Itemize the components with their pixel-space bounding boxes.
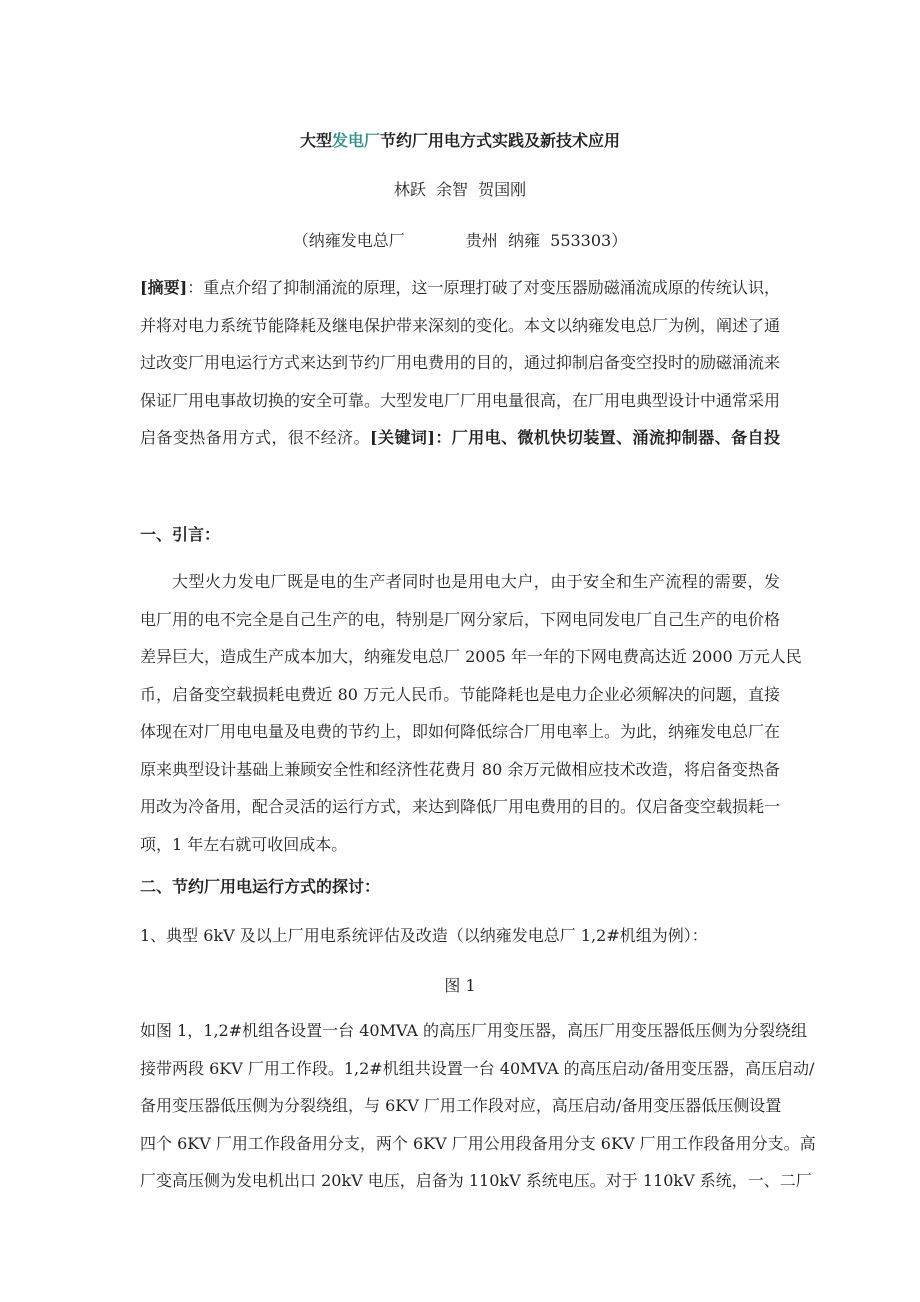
section1-paragraph xyxy=(140,572,802,872)
paragraph-line: 四个 6KV 厂用工作段备用分支，两个 6KV 厂用公用段备用分支 6KV 厂用工作段备用分支。高 xyxy=(140,1133,816,1153)
paragraph-line: 用改为冷备用，配合灵活的运行方式，来达到降低厂用电费用的目的。仅启备变空载损耗一 xyxy=(140,797,781,816)
paragraph-line: 原来典型设计基础上兼顾安全性和经济性花费月 80 余万元做相应技术改造，将启备变热备 xyxy=(140,759,780,779)
abstract-line: ：重点介绍了抑制涌流的原理，这一原理打破了对变压器励磁涌流成原的传统认识， xyxy=(187,278,780,297)
title-accent: 发电厂 xyxy=(331,131,380,150)
paragraph-line: 币，启备变空载损耗电费近 80 万元人民币。节能降耗也是电力企业必须解决的问题，直接 xyxy=(140,684,780,704)
paragraph-line: 如图 1，1,2#机组各设置一台 40MVA 的高压厂用变压器，高压厂用变压器低压侧为分裂绕组 xyxy=(140,1021,808,1040)
title-pre: 大型 xyxy=(299,131,332,150)
abstract xyxy=(140,278,780,466)
paragraph-line: 厂变高压侧为发电机出口 20kV 电压，启备为 110kV 系统电压。对于 110kV 系统，一、二厂 xyxy=(140,1171,812,1190)
authors: 林跃 余智 贺国刚 xyxy=(393,180,527,199)
abstract-line: 过改变厂用电运行方式来达到节约厂用电费用的目的，通过抑制启备变空投时的励磁涌流来 xyxy=(140,353,781,372)
paragraph-line: 体现在对厂用电电量及电费的节约上，即如何降低综合厂用电率上。为此，纳雍发电总厂在 xyxy=(140,722,781,741)
paragraph-line: 接带两段 6KV 厂用工作段。1,2#机组共设置一台 40MVA 的高压启动/备用变压器，高压启动/ xyxy=(140,1058,815,1078)
abstract-line: 保证厂用电事故切换的安全可靠。大型发电厂厂用电量很高，在厂用电典型设计中通常采用 xyxy=(140,390,781,410)
section2-heading: 二、节约厂用电运行方式的探讨： xyxy=(140,877,381,896)
paragraph-line: 大型火力发电厂既是电的生产者同时也是用电大户，由于安全和生产流程的需要，发 xyxy=(172,572,780,591)
title-post: 节约厂用电方式实践及新技术应用 xyxy=(380,131,621,150)
subsection-item-1: 1、典型 6kV 及以上厂用电系统评估及改造（以纳雍发电总厂 1,2#机组为例）： xyxy=(140,926,708,945)
section1-heading: 一、引言： xyxy=(140,525,221,544)
affiliation: （纳雍发电总厂 贵州 纳雍 553303） xyxy=(292,231,628,250)
paragraph-line: 项，1 年左右就可收回成本。 xyxy=(140,834,348,854)
document-title xyxy=(140,128,780,151)
paragraph-line: 电厂用的电不完全是自己生产的电，特别是厂网分家后，下网电同发电厂自己生产的电价格 xyxy=(140,609,781,629)
paragraph-line: 差异巨大，造成生产成本加大，纳雍发电总厂 2005 年一年的下网电费高达近 2000 万元人民 xyxy=(140,647,802,666)
figure-caption: 图 1 xyxy=(444,976,476,995)
paragraph-line: 备用变压器低压侧为分裂绕组，与 6KV 厂用工作段对应，高压启动/备用变压器低压侧设置 xyxy=(140,1096,782,1115)
section2-paragraph xyxy=(140,1021,816,1209)
abstract-line: 并将对电力系统节能降耗及继电保护带来深刻的变化。本文以纳雍发电总厂为例，阐述了通 xyxy=(140,315,781,335)
abstract-label: [摘要] xyxy=(140,278,188,297)
keywords: [关键词]：厂用电、微机快切装置、涌流抑制器、备自投 xyxy=(370,428,780,447)
abstract-line: 启备变热备用方式，很不经济。 xyxy=(140,428,371,447)
